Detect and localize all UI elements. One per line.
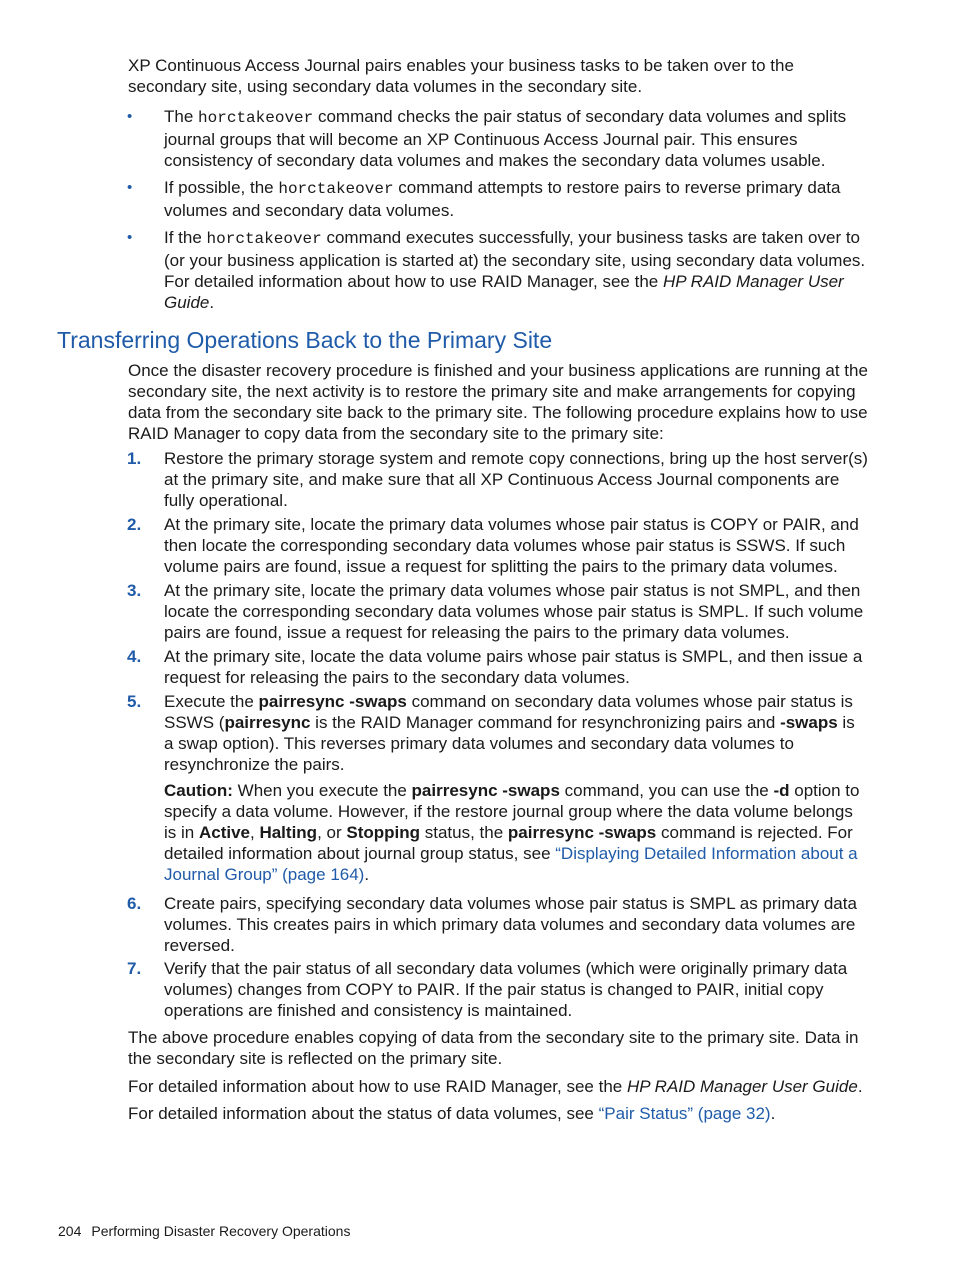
bullet-icon: • (127, 229, 133, 246)
step-number: 2. (127, 515, 142, 534)
step-number: 6. (127, 894, 142, 913)
caution-label: Caution: (164, 781, 233, 800)
step-number: 7. (127, 959, 142, 978)
bullet-text: If the horctakeover command executes successfully, your business tasks are taken over to (or your business application is started at) the secondary site, using secondary data volumes. For detailed information about how to use RAID Manager, see the HP RAID Manager User Guide. (164, 228, 866, 312)
procedure-step (127, 691, 868, 775)
step-number: 3. (127, 581, 142, 600)
command-name: pairresync -swaps (258, 692, 407, 711)
pair-status-link[interactable]: “Pair Status” (page 32) (598, 1104, 771, 1123)
procedure-step (127, 448, 868, 511)
bullet-icon: • (127, 108, 133, 125)
bullet-item (127, 177, 868, 221)
procedure-step (127, 580, 868, 643)
step-text: At the primary site, locate the primary data volumes whose pair status is not SMPL, and then locate the corresponding secondary data volumes whose pair status is SMPL. If such volume pairs are found, issue a request for releasing the pairs to the primary data volumes. (164, 581, 864, 642)
intro-paragraph: XP Continuous Access Journal pairs enables your business tasks to be taken over to the secondary site, using secondary data volumes in the secondary site. (128, 56, 794, 96)
code-horctakeover: horctakeover (198, 109, 314, 127)
step-text: Verify that the pair status of all secondary data volumes (which were originally primary data volumes) changes from COPY to PAIR. If the pair status is changed to PAIR, initial copy operations are finished and consistency is maintained. (164, 959, 848, 1020)
guide-title: HP RAID Manager User Guide (626, 1077, 858, 1096)
step-text: At the primary site, locate the primary data volumes whose pair status is COPY or PAIR, and then locate the corresponding secondary data volumes whose pair status is SSWS. If such volume pairs are found, issue a request for splitting the pairs to the primary data volumes. (164, 515, 859, 576)
caution-note: Caution: When you execute the pairresync -swaps command, you can use the -d option to specify a data volume. However, if the restore journal group where the data volume belongs is in Active, Halting, or Stopping status, the pairresync -swaps command is rejected. For detailed information about journal group status, see “Displaying Detailed Information about a Journal Group” (page 164). (164, 781, 860, 884)
step-text: Restore the primary storage system and remote copy connections, bring up the host server(s) at the primary site, and make sure that all XP Continuous Access Journal components are fully operational. (164, 449, 868, 510)
section-intro: Once the disaster recovery procedure is finished and your business applications are running at the secondary site, the next activity is to restore the primary site and make arrangements for copying data from the secondary site back to the primary site. The following procedure explains how to use RAID Manager to copy data from the secondary site to the primary site: (128, 361, 868, 443)
bullet-item (127, 227, 868, 313)
section-heading: Transferring Operations Back to the Primary Site (57, 327, 553, 353)
closing-paragraph: For detailed information about the status of data volumes, see “Pair Status” (page 32). (128, 1104, 776, 1123)
procedure-step (127, 646, 868, 688)
option-name: -swaps (780, 713, 838, 732)
page-number: 204 (58, 1223, 82, 1239)
bullet-text: If possible, the horctakeover command attempts to restore pairs to reverse primary data volumes and secondary data volumes. (164, 178, 841, 220)
procedure-step (127, 514, 868, 577)
step-number: 5. (127, 692, 142, 711)
step-number: 4. (127, 647, 142, 666)
chapter-title: Performing Disaster Recovery Operations (91, 1223, 351, 1239)
page-footer (58, 1222, 350, 1240)
procedure-step (127, 958, 868, 1021)
procedure-step (127, 893, 868, 956)
guide-title: HP RAID Manager User Guide (164, 272, 844, 312)
code-horctakeover: horctakeover (206, 230, 322, 248)
step-number: 1. (127, 449, 142, 468)
step-text: At the primary site, locate the data volume pairs whose pair status is SMPL, and then issue a request for releasing the pairs to the secondary data volumes. (164, 647, 863, 687)
command-name: pairresync (224, 713, 311, 732)
step-text: Create pairs, specifying secondary data volumes whose pair status is SMPL as primary data volumes. This creates pairs in which primary data volumes and secondary data volumes are reversed. (164, 894, 857, 955)
code-horctakeover: horctakeover (278, 180, 394, 198)
step-text: Execute the pairresync -swaps command on secondary data volumes whose pair status is SSWS (pairresync is the RAID Manager command for resynchronizing pairs and -swaps is a swap option). This reverses primary data volumes and secondary data volumes to resynchronize the pairs. (164, 692, 855, 774)
journal-group-link[interactable]: “Displaying Detailed Information about a Journal Group” (page 164) (164, 844, 858, 884)
bullet-text: The horctakeover command checks the pair status of secondary data volumes and splits journal groups that will become an XP Continuous Access Journal pair. This ensures consistency of secondary data volumes and makes the secondary data volumes usable. (164, 107, 847, 170)
closing-paragraph: For detailed information about how to use RAID Manager, see the HP RAID Manager User Guide. (128, 1077, 863, 1096)
bullet-icon: • (127, 179, 133, 196)
closing-paragraph: The above procedure enables copying of data from the secondary site to the primary site. Data in the secondary site is reflected on the primary site. (128, 1028, 859, 1068)
bullet-item (127, 106, 868, 171)
